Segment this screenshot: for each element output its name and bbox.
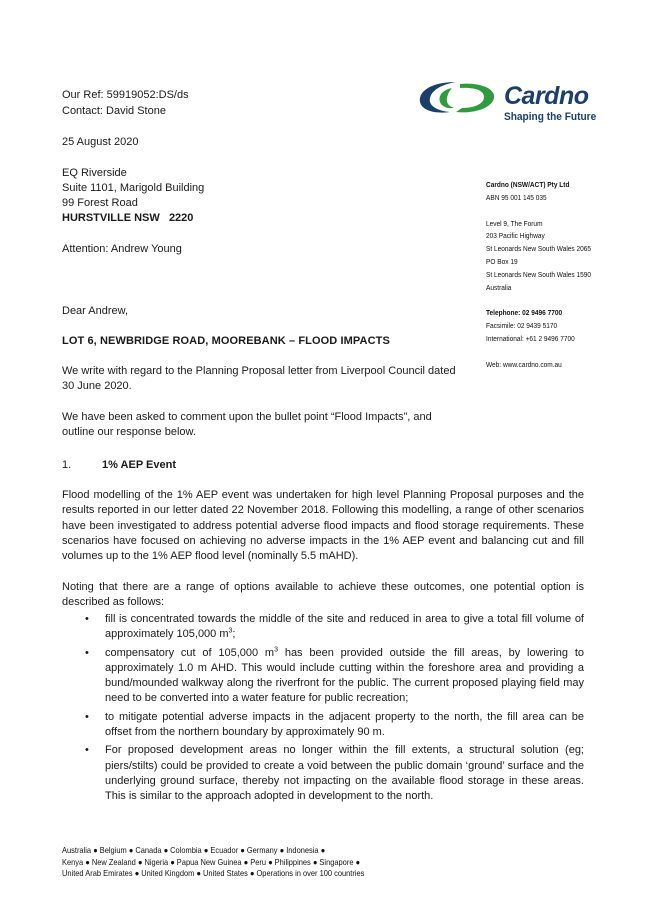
address-line-4: HURSTVILLE NSW 2220 bbox=[62, 212, 194, 224]
paragraph-4: Noting that there are a range of options available to achieve these outcomes, one potential option is described as follows: bbox=[62, 581, 584, 609]
sidebar-telephone: Telephone: 02 9496 7700 bbox=[486, 308, 563, 318]
sidebar-web: Web: www.cardno.com.au bbox=[486, 359, 562, 369]
bullet-icon: • bbox=[85, 613, 89, 625]
sidebar-address-2: 203 Pacific Highway bbox=[486, 231, 545, 241]
sidebar-address-6: Australia bbox=[486, 282, 512, 292]
list-item: • For proposed development areas no longer within the fill extents, a structural solution (eg; piers/stilts) could be provided to create a void between the public domain ‘ground’ surface and the underlying ground surface, thereby not impacting on the available flood storage in these areas. This is similar to the approach adopted in development to the north. bbox=[85, 744, 584, 803]
sidebar-details bbox=[486, 179, 591, 372]
bullet-icon: • bbox=[85, 710, 89, 723]
bullet-icon: • bbox=[85, 646, 89, 659]
cardno-logo bbox=[416, 78, 626, 128]
address-line-1: EQ Riverside bbox=[62, 167, 127, 179]
paragraph-2: We have been asked to comment upon the bullet point “Flood Impacts”, and outline our response below. bbox=[62, 411, 432, 439]
address-line-3: 99 Forest Road bbox=[62, 197, 138, 209]
footer-countries bbox=[62, 845, 364, 880]
sidebar-address-4: PO Box 19 bbox=[486, 256, 518, 266]
section-title: 1% AEP Event bbox=[102, 459, 176, 471]
list-item: • compensatory cut of 105,000 $m^3$ has been provided outside the fill areas, by lowering to approximately 1.0 m AHD. This would include cutting within the foreshore area and providing a bund/mounded walkway along the riverfront for the public. The current proposed playing field may need to be converted into a water feature for public recreation; bbox=[85, 645, 584, 705]
sidebar-company: Cardno (NSW/ACT) Pty Ltd bbox=[486, 180, 570, 189]
address-line-2: Suite 1101, Marigold Building bbox=[62, 182, 205, 194]
reference-line: Our Ref: 59919052:DS/ds bbox=[62, 89, 189, 101]
sidebar-address-5: St Leonards New South Wales 1590 bbox=[486, 269, 592, 279]
list-item: • fill is concentrated towards the middle of the site and reduced in area to give a total fill volume of approximately 105,000 $m^3$; bbox=[85, 613, 584, 641]
sidebar-international: International: +61 2 9496 7700 bbox=[486, 333, 575, 343]
contact-line: Contact: David Stone bbox=[62, 105, 166, 117]
salutation: Dear Andrew, bbox=[62, 305, 129, 317]
paragraph-3: Flood modelling of the 1% AEP event was undertaken for high level Planning Proposal purposes and the results reported in our letter dated 22 November 2018. Following this modelling, a range of other scenarios have been investigated to address potential adverse flood impacts and flood storage requirements. These scenarios have focused on achieving no adverse impacts in the 1% AEP event and balancing cut and fill volumes up to the 1% AEP flood level (nominally 5.5 mAHD). bbox=[62, 489, 584, 563]
option-bullet-list bbox=[62, 612, 584, 808]
footer-line-3: United Arab Emirates ● United Kingdom ● United States ● Operations in over 100 countries bbox=[62, 868, 365, 879]
footer-line-2: Kenya ● New Zealand ● Nigeria ● Papua New Guinea ● Peru ● Philippines ● Singapore ● bbox=[62, 856, 361, 867]
list-item: • to mitigate potential adverse impacts in the adjacent property to the north, the fill area can be offset from the northern boundary by approximately 90 m. bbox=[85, 710, 584, 739]
sidebar-address-1: Level 9, The Forum bbox=[486, 218, 543, 228]
sidebar-address-3: St Leonards New South Wales 2065 bbox=[486, 244, 592, 254]
cardno-swoosh-icon bbox=[416, 78, 506, 118]
attention-line: Attention: Andrew Young bbox=[62, 243, 182, 255]
sidebar-abn: ABN 95 001 145 035 bbox=[486, 192, 547, 202]
sidebar-facsimile: Facsimile: 02 9439 5170 bbox=[486, 321, 558, 331]
footer-line-1: Australia ● Belgium ● Canada ● Colombia ● Ecuador ● Germany ● Indonesia ● bbox=[62, 845, 326, 855]
bullet-icon: • bbox=[85, 744, 89, 757]
logo-wordmark: Cardno bbox=[504, 82, 589, 110]
section-number: 1. bbox=[62, 459, 72, 471]
paragraph-1: We write with regard to the Planning Proposal letter from Liverpool Council dated 30 June 2020. bbox=[62, 365, 456, 393]
letter-date: 25 August 2020 bbox=[62, 136, 139, 148]
subject-line: LOT 6, NEWBRIDGE ROAD, MOOREBANK – FLOOD IMPACTS bbox=[62, 335, 390, 347]
logo-tagline: Shaping the Future bbox=[504, 111, 597, 123]
